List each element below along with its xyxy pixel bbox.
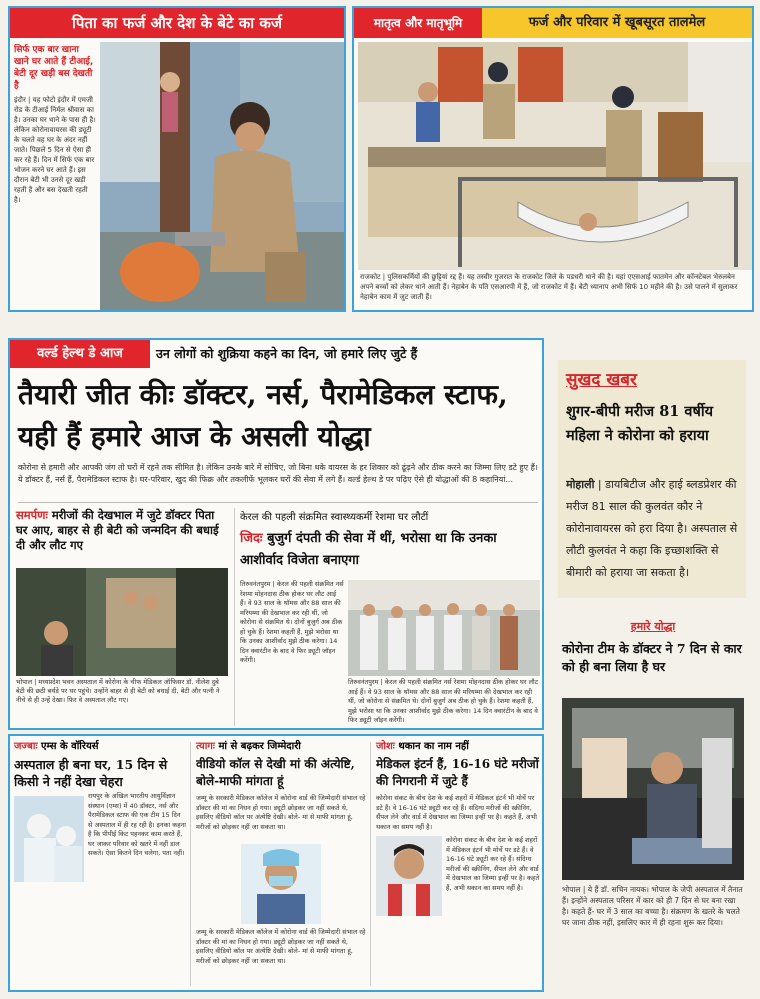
hero-photo [562, 698, 744, 880]
story2-caption: तिरुवनंतपुरम | केरल की पहली संक्रमित नर्स रेशमा मोहनदास ठीक होकर घर लौट आई हैं। वे 93 साल के थॉमस और 88 साल की मरियम्मा की देखभाल कर रही थीं, जो कोरोना से संक्रमित थे। दोनों बुजुर्ग अब ठीक हो चुके हैं। रेशमा कहती हैं, मुझे भरोसा था कि उनका आशीर्वाद मुझे ठीक करेगा। 14 दिन क्वारंटीन के बाद वे फिर ड्यूटी जॉइन करेंगी। [348, 678, 538, 724]
bottom2-photo [241, 844, 321, 924]
top-left-header: पिता का फर्ज और देश के बेटे का कर्ज [10, 8, 344, 38]
sidebar-body-block: मोहाली | डायबिटीज और हाई ब्लडप्रेशर की मरीज 81 साल की कुलवंत कौर ने कोरोनावायरस को हरा दिया है। अस्पताल से लौटी कुलवंत ने कहा कि इच्छाशक्ति से बीमारी को हराया जा सकता है। [566, 478, 738, 579]
top-left-text [14, 44, 96, 306]
intern-portrait-photo-icon [376, 836, 442, 916]
bottom3-kicker-line [376, 740, 542, 754]
bottom-divider-2 [370, 742, 371, 986]
bottom1-kicker-line [14, 740, 186, 754]
story2-headline-block [240, 528, 540, 574]
story1-tag: समर्पणः [16, 508, 48, 522]
sidebar-body: डायबिटीज और हाई ब्लडप्रेशर की मरीज 81 साल की कुलवंत कौर ने कोरोनावायरस को हरा दिया है। अस्पताल से लौटी कुलवंत ने कहा कि इच्छाशक्ति से बीमारी को हराया जा सकता है। [566, 478, 738, 579]
masked-doctor-photo-icon [241, 844, 321, 924]
top-left-intro: सिर्फ एक बार खाना खाने घर आते हैं टीआई, बेटी दूर खड़ी बस देखती है [14, 45, 94, 91]
bottom2-tag: त्यागः [196, 741, 215, 752]
bottom2-kicker: मां से बढ़कर जिम्मेदारी [218, 741, 301, 752]
ppe-doctors-photo-icon [14, 796, 84, 882]
main-headline: तैयारी जीत कीः डॉक्टर, नर्स, पैरामेडिकल स्टाफ, यही हैं हमारे आज के असली योद्धा [18, 378, 508, 453]
story1-headline: मरीजों की देखभाल में जुटे डॉक्टर पिता घर आए, बाहर से ही बेटी को जन्मदिन की बधाई दी और लौट गए [16, 508, 219, 552]
hero-tag: हमारे योद्धा [630, 620, 676, 633]
story2-photo [348, 580, 540, 676]
story1-headline-block [16, 508, 228, 564]
bottom3-photo [376, 836, 442, 916]
main-kicker: उन लोगों को शुक्रिया कहने का दिन, जो हमारे लिए जुटे हैं [156, 346, 418, 361]
sidebar-good-news [558, 360, 746, 598]
top-left-photo [100, 42, 344, 310]
bottom-story-3 [376, 740, 542, 990]
bottom1-tag: जज्बाः [14, 741, 38, 752]
police-office-photo-icon [358, 42, 752, 270]
main-divider [18, 502, 538, 503]
bottom-story-2 [196, 740, 366, 990]
bottom1-kicker: एम्स के वॉरियर्स [40, 741, 99, 752]
top-right-photo [358, 42, 752, 270]
story1-photo [16, 568, 228, 676]
bottom3-body: कोरोना संकट के बीच देश के कई शहरों में मेडिकल इंटर्न भी मोर्चे पर डटे हैं। वे 16-16 घंटे ड्यूटी कर रहे हैं। संदिग्ध मरीजों की स्क्रीनिंग, सैंपल लेने और वार्ड में देखभाल का जिम्मा इन्हीं पर है। कहते हैं, अभी थकान का समय नहीं है। [376, 794, 537, 831]
bottom1-photo [14, 796, 84, 882]
story2-body: तिरुवनंतपुरम | केरल की पहली संक्रमित नर्स रेशमा मोहनदास ठीक होकर घर लौट आई हैं। वे 93 साल के थॉमस और 88 साल की मरियम्मा की देखभाल कर रही थीं, जो कोरोना से संक्रमित थे। दोनों बुजुर्ग अब ठीक हो चुके हैं। रेशमा कहती हैं, मुझे भरोसा था कि उनका आशीर्वाद मुझे ठीक करेगा। 14 दिन क्वारंटीन के बाद वे फिर ड्यूटी जॉइन करेंगी। [240, 580, 344, 664]
main-tag: वर्ल्ड हेल्थ डे आज [10, 340, 150, 368]
top-right-tag: मातृत्व और मातृभूमि [354, 8, 482, 38]
story2-kicker: केरल की पहली संक्रमित स्वास्थ्यकर्मी रेशमा घर लौटीं [240, 512, 429, 523]
hero-headline: कोरोना टीम के डॉक्टर ने 7 दिन से कार को ही बना लिया है घर [562, 641, 742, 674]
doctor-in-car-photo-icon [562, 698, 744, 880]
bottom3-kicker: थकान का नाम नहीं [398, 741, 469, 752]
sidebar-dateline: मोहाली [566, 478, 595, 491]
nurses-group-photo-icon [348, 580, 540, 676]
bottom2-kicker-line [196, 740, 366, 754]
top-left-story [8, 6, 346, 312]
hero-story [558, 614, 746, 962]
policeman-photo-icon [100, 42, 344, 310]
col-divider [234, 508, 235, 726]
bottom-stories [8, 734, 544, 992]
bottom-divider-1 [190, 742, 191, 986]
bottom-story-1 [14, 740, 186, 990]
sidebar-tag: सुखद खबर [566, 370, 637, 390]
main-feature [8, 338, 544, 730]
top-right-story [352, 6, 754, 312]
top-right-caption: राजकोट | पुलिसकर्मियों की छुट्टियां रद्द हैं। यह तस्वीर गुजरात के राजकोट जिले के पडधरी थाने की है। यहां एएसआई फातमेन और कॉन्स्टेबल भेरुलबेन अपने बच्चों को लेकर थाने आती हैं। नेहाबेन के पति एसआरपी में हैं, जो राजकोट में हैं। बेटी ध्यानाप अभी सिर्फ 10 महीने की है। उसे पालने में सुलाकर नेहाबेन काम में जुट जाती हैं। [360, 273, 738, 301]
main-intro: कोरोना से हमारी और आपकी जंग तो घरों में रहने तक सीमित है। लेकिन उनके बारे में सोचिए, जो बिना थके वायरस के हर शिकार को ढूंढ़ने और ठीक करने का जिम्मा लिए डटे हुए हैं। ये डॉक्टर हैं, नर्स हैं, पैरामेडिकल स्टाफ है। घर-परिवार, खुद की फिक्र और तकलीफें भूलकर घरों की सेवा में लगे हैं। वर्ल्ड हेल्थ डे पर पढ़िए ऐसे ही योद्धाओं की 8 कहानियां... [18, 463, 538, 484]
bottom1-headline: अस्पताल ही बना घर, 15 दिन से किसी ने नहीं देखा चेहरा [14, 757, 168, 789]
story2-tag: जिदः [240, 531, 263, 546]
bottom2-headline: वीडियो कॉल से देखी मां की अंत्येष्टि, बोले-माफी मांगता हूं [196, 757, 355, 788]
doctor-at-door-photo-icon [16, 568, 228, 676]
bottom2-body: जम्मू के सरकारी मेडिकल कॉलेज में कोरोना वार्ड की जिम्मेदारी संभाल रहे डॉक्टर की मां का निधन हो गया। ड्यूटी छोड़कर जा नहीं सकते थे, इसलिए वीडियो कॉल पर अंत्येष्टि देखी। बोले- मां से माफी मांगता हूं, मरीजों को छोड़कर नहीं जा सकता था। [196, 794, 366, 831]
bottom3-tag: जोशः [376, 741, 395, 752]
story1-caption: भोपाल | मध्यप्रदेश भवन अस्पताल में कोरोना के चीफ मेडिकल ऑफिसर डॉ. नीलेश दुबे बेटी की छठी बर्थडे पर घर पहुंचे। उन्होंने बाहर से ही बेटी को बधाई दी, बेटी और पत्नी ने नीचे से ही उन्हें देखा। फिर वे अस्पताल लौट गए। [16, 678, 220, 704]
bottom3-headline: मेडिकल इंटर्न हैं, 16-16 घंटे मरीजों की निगरानी में जुटे हैं [376, 757, 539, 788]
bottom1-body: रायपुर के अखिल भारतीय आयुर्विज्ञान संस्थान (एम्स) में 40 डॉक्टर, नर्स और पैरामेडिकल स्टाफ की एक टीम 15 दिन से अस्पताल में ही रह रही है। इनका कहना है कि पीपीई किट पहनकर काम करते हैं, घर जाकर परिवार को खतरे में नहीं डाल सकते। ऐसा कितने दिन चलेगा, पता नहीं। [88, 792, 186, 857]
top-right-header: फर्ज और परिवार में खूबसूरत तालमेल [482, 8, 752, 38]
hero-caption: भोपाल | ये हैं डॉ. सचिन नायक। भोपाल के जेपी अस्पताल में तैनात हैं। इन्होंने अस्पताल परिसर में कार को ही 7 दिन से घर बना रखा है। कहते हैं- घर में 3 साल का बच्चा है। संक्रमण के खतरे के चलते घर जाना ठीक नहीं, इसलिए कार में ही रहना शुरू कर दिया। [562, 885, 743, 927]
sidebar-headline: शुगर-बीपी मरीज 81 वर्षीय महिला ने कोरोना को हराया [566, 403, 714, 444]
bottom2-body-cont: जम्मू के सरकारी मेडिकल कॉलेज में कोरोना वार्ड की जिम्मेदारी संभाल रहे डॉक्टर की मां का निधन हो गया। ड्यूटी छोड़कर जा नहीं सकते थे, इसलिए वीडियो कॉल पर अंत्येष्टि देखी। बोले- मां से माफी मांगता हूं, मरीजों को छोड़कर नहीं जा सकता था। [196, 928, 366, 965]
top-left-body: इंदौर | यह फोटो इंदौर में एमजी रोड के टीआई निर्मल श्रीवास का है। उनका घर थाने के पास ही है। लेकिन कोरोनावायरस की ड्यूटी के चलते वह घर के अंदर नहीं जाते। पिछले 5 दिन से ऐसा ही कर रहे हैं। दिन में सिर्फ एक बार भोजन करने घर आते हैं। इस दौरान बेटी भी उनसे दूर खड़ी रहती है और बस देखती रहती है। [14, 96, 96, 204]
story2-headline: बुजुर्ग दंपती की सेवा में थीं, भरोसा था कि उनका आशीर्वाद विजेता बनाएगा [240, 531, 497, 568]
bottom3-body-cont: कोरोना संकट के बीच देश के कई शहरों में मेडिकल इंटर्न भी मोर्चे पर डटे हैं। वे 16-16 घंटे ड्यूटी कर रहे हैं। संदिग्ध मरीजों की स्क्रीनिंग, सैंपल लेने और वार्ड में देखभाल का जिम्मा इन्हीं पर है। कहते हैं, अभी थकान का समय नहीं है। [446, 836, 540, 892]
